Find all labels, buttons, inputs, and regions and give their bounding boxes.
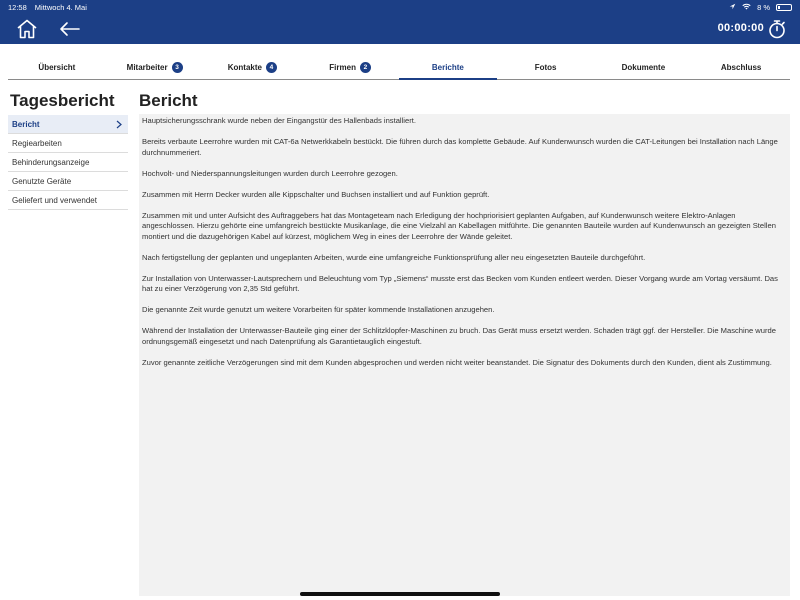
report-paragraph: Bereits verbaute Leerrohre wurden mit CAT-6a Netwerkkabeln bestückt. Die führen durch das komplette Gebäude. Auf Kundenwunsch wurden die CAT-Leitungen bei Installation nach Länge durchnummeriert.	[142, 137, 778, 157]
report-paragraph: Hochvolt- und Niederspannungsleitungen wurden durch Leerrohre gezogen.	[142, 168, 398, 178]
tab-label: Mitarbeiter	[126, 63, 168, 72]
status-bar	[0, 0, 800, 14]
report-paragraph: Zusammen mit und unter Aufsicht des Auftraggebers hat das Montageteam nach Erledigung der hochpriorisiert geplanten Aufgaben, auf Kundenwunsch weitere Elektro-Anlagen angeschlossen. Hierzu gehörte eine umfangreich bestückte Musikanlage, die eine Vielzahl an Kabellagen mitführte. Die genannten Bauteile wurden auf Kundenwunsch an gezeigten Stellen montiert und die dazugehörigen Kabel auf kürzest, möglichem Weg in eines der Leerrohre der Wände geleitet.	[142, 210, 776, 241]
tab-firmen[interactable]	[301, 56, 399, 79]
sidebar-item-bericht[interactable]	[8, 115, 128, 134]
tab-label: Berichte	[431, 63, 464, 72]
tab-uebersicht[interactable]	[8, 56, 106, 79]
tab-berichte[interactable]	[399, 56, 497, 79]
home-indicator[interactable]	[300, 592, 500, 596]
home-icon	[16, 19, 38, 39]
tab-label: Abschluss	[720, 63, 762, 72]
status-date: Mittwoch 4. Mai	[34, 2, 87, 12]
report-paragraph: Hauptsicherungsschrank wurde neben der Eingangstür des Hallenbads installiert.	[142, 116, 416, 125]
tab-kontakte[interactable]	[204, 56, 302, 79]
sidebar-item-label: Genutzte Geräte	[12, 176, 72, 186]
status-time: 12:58	[8, 2, 27, 12]
tab-dokumente[interactable]	[595, 56, 693, 79]
count-badge: 3	[172, 62, 183, 73]
count-badge: 4	[266, 62, 277, 73]
stopwatch-button[interactable]	[768, 19, 786, 39]
sidebar-title: Tagesbericht	[10, 91, 115, 110]
report-paragraph: Die genannte Zeit wurde genutzt um weitere Vorarbeiten für später kommende Installationen anzugehen.	[142, 305, 495, 314]
report-text-area[interactable]	[139, 114, 790, 596]
tab-abschluss[interactable]	[692, 56, 790, 79]
sidebar-item-label: Behinderungsanzeige	[12, 157, 90, 167]
tab-label: Dokumente	[621, 63, 666, 72]
page-title: Bericht	[139, 91, 198, 110]
report-paragraph: Nach fertigstellung der geplanten und ungeplanten Arbeiten, wurde eine umfangreiche Funktionsprüfung aller neu eingesetzten Bauteile durchgeführt.	[142, 252, 646, 262]
back-button[interactable]	[58, 19, 82, 39]
tab-mitarbeiter[interactable]	[106, 56, 204, 79]
report-paragraph: Zur Installation von Unterwasser-Lautsprechern und Beleuchtung vom Typ „Siemens“ musste erst das Becken vom Kunden entleert werden. Dieser Vorgang wurde am Vortag versäumt. Das hat zu einer Verzögerung von 2,35 Std geführt.	[142, 273, 778, 293]
tab-label: Kontakte	[227, 63, 262, 72]
sidebar-item-label: Geliefert und verwendet	[12, 195, 97, 205]
sidebar	[8, 115, 128, 210]
sidebar-item-behinderungsanzeige[interactable]	[8, 153, 128, 172]
tab-label: Fotos	[534, 63, 557, 72]
home-button[interactable]	[16, 19, 38, 39]
stopwatch-icon	[768, 19, 786, 39]
tab-label: Übersicht	[38, 63, 76, 72]
count-badge: 2	[360, 62, 371, 73]
report-paragraph: Zuvor genannte zeitliche Verzögerungen sind mit dem Kunden abgesprochen und werden nicht weiter beanstandet. Die Signatur des Dokuments durch den Kunden, dient als Zustimmung.	[142, 357, 772, 367]
chevron-right-icon	[116, 120, 122, 129]
sidebar-item-genutzte-geraete[interactable]	[8, 172, 128, 191]
battery-percent: 8 %	[757, 2, 770, 12]
sidebar-item-regiearbeiten[interactable]	[8, 134, 128, 153]
timer-display: 00:00:00	[717, 22, 764, 34]
tab-label: Firmen	[329, 63, 356, 72]
location-icon	[729, 3, 736, 12]
wifi-icon	[742, 3, 751, 12]
sidebar-item-label: Bericht	[12, 119, 40, 129]
report-paragraph: Zusammen mit Herrn Decker wurden alle Kippschalter und Buchsen installiert und auf Funktion geprüft.	[142, 189, 490, 199]
report-paragraph: Während der Installation der Unterwasser-Bauteile ging einer der Schlitzklopfer-Maschinen zu bruch. Das Gerät muss ersetzt werden. Schaden trägt ggf. der Hersteller. Die Maschine wurde ordnungsgemäß eingesetzt und nach Datenprüfung als Garantietauglich eingestuft.	[142, 326, 776, 346]
app-header	[0, 14, 800, 44]
battery-icon	[776, 4, 792, 11]
sidebar-item-geliefert-verwendet[interactable]	[8, 191, 128, 210]
tab-fotos[interactable]	[497, 56, 595, 79]
tab-bar	[8, 56, 790, 80]
arrow-left-icon	[58, 19, 82, 39]
sidebar-item-label: Regiearbeiten	[12, 138, 62, 148]
